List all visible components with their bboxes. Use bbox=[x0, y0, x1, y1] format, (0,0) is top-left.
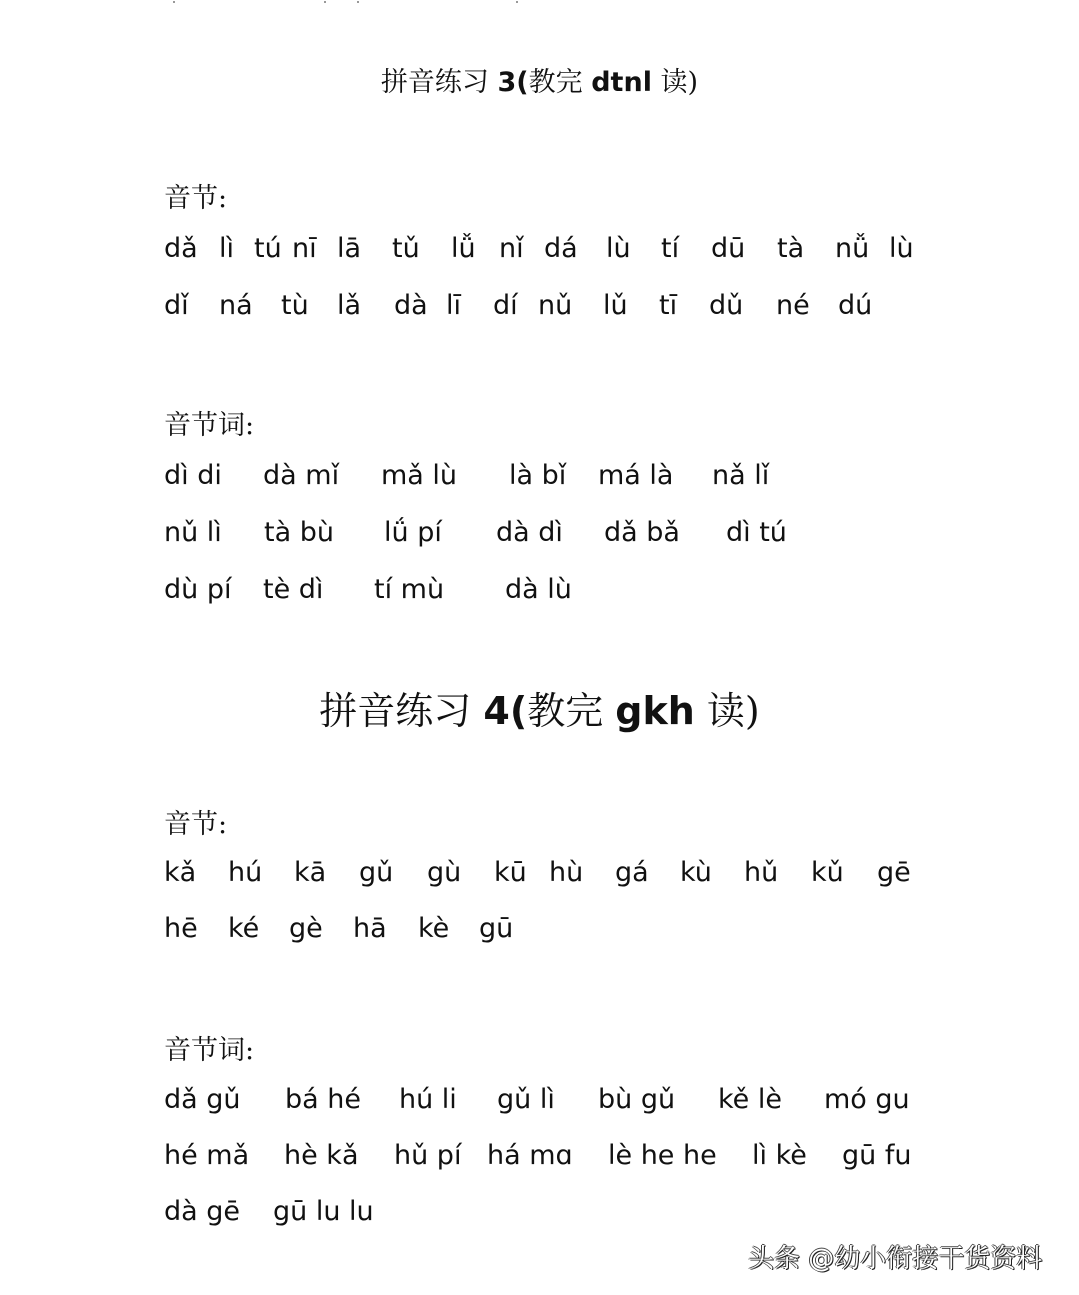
words-label: 音节词: bbox=[164, 410, 255, 441]
syllables-label: 音节: bbox=[164, 809, 228, 840]
section-title-3: 拼音练习 3(教完 dtnl 读) bbox=[380, 67, 699, 98]
words-label: 音节词: bbox=[164, 1035, 255, 1066]
section-title-4: 拼音练习 4(教完 gkh 读) bbox=[319, 689, 760, 733]
watermark: 头条 @幼小衔接干货资料 bbox=[748, 1244, 1043, 1274]
syllables-label: 音节: bbox=[164, 183, 228, 214]
top-edge-marks bbox=[0, 0, 1079, 4]
